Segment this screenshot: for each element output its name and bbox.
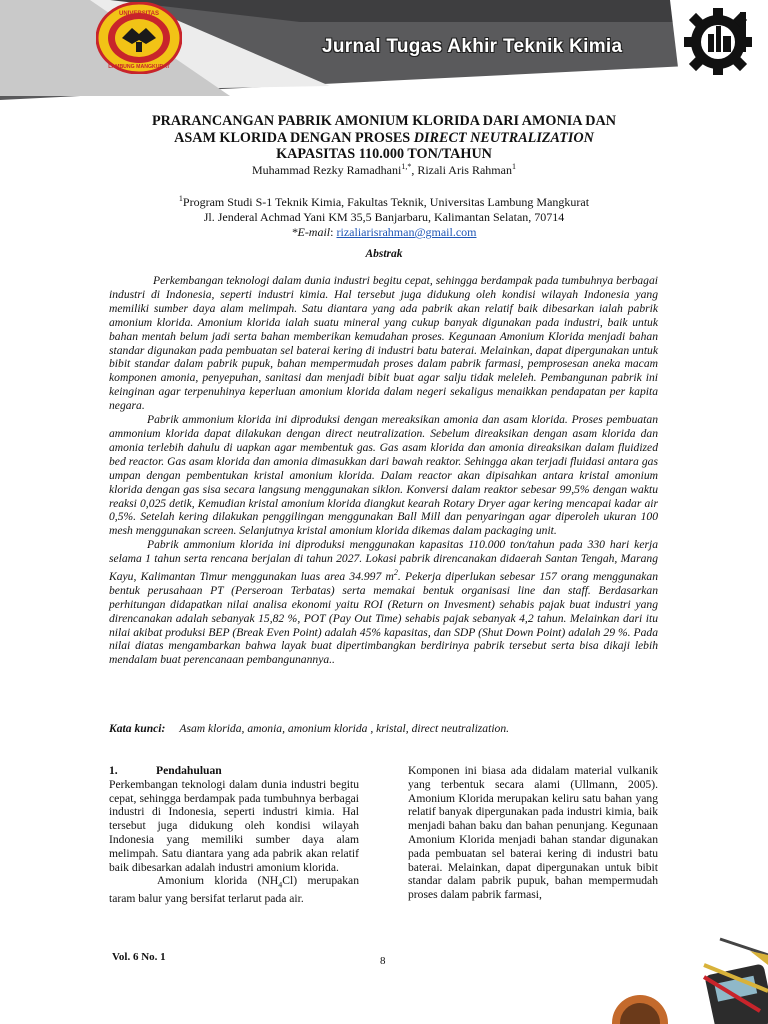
author-2-affil-mark: 1 <box>511 162 516 171</box>
affiliation <box>60 191 708 240</box>
abstract-p3-part-b: . Pekerja diperlukan sebesar 157 orang menggunakan bentuk perusahaan PT (Perseroan Terbatas) serta memakai bentuk organisasi line dan staff. Berdasarkan perhitungan didapatkan nilai analisa ekonomi yaitu ROI (Return on Invesment) sehabis pajak buat industri yang direncanakan adalah sebanyak 15,82 %, POT (Pay Out Time) sehabis pajak sebanyak 4,2 tahun. Melainkan dari itu nilai akibat produksi BEP (Break Even Point) adalah 45% kapasitas, dan SDP (Shut Down Point) adalah 29 %. Pada nilai diatas mengambarkan bahwa layak buat dipertimbangkan berdirinya pabrik tersebut serta bisa dikaji lebih mendalam buat perencanaan pembangunannya.. <box>109 569 658 667</box>
keywords-label: Kata kunci: <box>109 722 166 735</box>
abstract-heading: Abstrak <box>365 248 403 260</box>
title-line-3: KAPASITAS 110.000 TON/TAHUN <box>276 146 492 162</box>
body-column-left <box>109 764 359 906</box>
abstract-p3-part-a: Pabrik ammonium klorida ini diproduksi menggunakan kapasitas 110.000 ton/tahun pada 330 hari kerja selama 1 tahun serta rencana berjalan di tahun 2027. Lokasi pabrik direncanakan didaerah Santan Tengah, Marang Kayu, Kalimantan Timur menggunakan luas area 34.997 m <box>109 538 658 583</box>
abstract-paragraph-3 <box>109 538 658 667</box>
volume-label: Vol. 6 No. 1 <box>112 951 166 963</box>
email-colon: : <box>330 225 337 239</box>
abstract-paragraph-1: Perkembangan teknologi dalam dunia industri begitu cepat, sehingga berdampak pada tumbuhnya berbagai industri di Indonesia, seperti industri kimia. Hal tersebut juga didukung oleh kondisi wilayah Indonesia yang memiliki sumber daya alam melimpah. Satu diantara yang ada pabrik akan relatif baik dibesarkan ialah pabrik amonium klorida. Amonium klorida ialah suatu mineral yang cukup banyak digunakan pada industri, baik untuk bahan mentah belum jadi serta bahan memberikan kemudahan proses. Kegunaan Amonium Klorida menjadi bahan standar digunakan pada pembuatan sel baterai kering di industri batu baterai. Melainkan, dapat dipergunakan untuk bibit standar dalam pabrik pupuk, bahan mempermudah proses dalam pabrik farmasi, pemprosesan aneka macam komponen amonia, penyepuhan, sanitasi dan menjadi bibit buat agar salju tidak meleleh. Pembangunan pabrik ini keinginan agar terpenuhinya keperluan amonium klorida dalam negeri sekaligus menaikkan pendapatan per kapita negara. <box>109 274 658 413</box>
intro-paragraph-1: Perkembangan teknologi dalam dunia industri begitu cepat, sehingga berdampak pada tumbuhnya berbagai industri di Indonesia, seperti industri kimia. Hal tersebut juga didukung oleh kondisi wilayah Indonesia yang memiliki sumber daya alam melimpah. Satu diantara yang ada pabrik akan relatif baik dibesarkan adalah industri amonium klorida. <box>109 777 359 874</box>
body-column-right <box>408 764 658 902</box>
abstract-body <box>109 274 658 667</box>
page-number: 8 <box>380 955 386 967</box>
intro-paragraph-continued: Komponen ini biasa ada didalam material vulkanik yang terbentuk secara alami (Ullmann, 2005). Amonium Klorida merupakan keliru satu bahan yang relatif banyak dipergunakan pada industri kimia, baik menjadi bahan baku dan bahan penunjang. Kegunaan Amonium Klorida menjadi bahan standar digunakan pada pembuatan sel baterai kering di industri batu baterai. Melainkan, dapat dipergunakan untuk bibit standar dalam pabrik pupuk, bahan mempermudah proses dalam pabrik farmasi, <box>408 764 658 902</box>
keywords <box>109 722 509 735</box>
section-heading <box>109 764 359 778</box>
title-line-2 <box>60 130 708 147</box>
section-number: 1. <box>109 764 118 777</box>
stationery-decoration <box>600 925 768 1024</box>
svg-text:UNIVERSITAS: UNIVERSITAS <box>119 11 159 17</box>
journal-name: Jurnal Tugas Akhir Teknik Kimia <box>322 36 623 57</box>
svg-text:LAMBUNG MANGKURAT: LAMBUNG MANGKURAT <box>108 64 170 70</box>
affiliation-line-1 <box>60 191 708 210</box>
affiliation-institution: Program Studi S-1 Teknik Kimia, Fakultas Teknik, Universitas Lambung Mangkurat <box>182 195 590 209</box>
chemical-engineering-gear-logo <box>680 4 760 76</box>
author-1-affil-mark: 1,* <box>401 162 412 171</box>
author-2: , Rizali Aris Rahman <box>411 163 512 177</box>
affiliation-mark: 1 <box>178 194 183 203</box>
section-title: Pendahuluan <box>156 764 222 777</box>
affiliation-line-2: Jl. Jenderal Achmad Yani KM 35,5 Banjarbaru, Kalimantan Selatan, 70714 <box>203 210 565 224</box>
university-logo <box>96 2 182 74</box>
abstract-paragraph-2: Pabrik ammonium klorida ini diproduksi dengan mereaksikan amonia dan asam klorida. Proses pembuatan ammonium klorida dapat dilakukan dengan direct neutralization. Sebelum direaksikan dengan asam klorida dan amonia terlebih dahulu di uapkan agar membentuk gas. Gas asam klorida dan amonia direaksikan dalam fluidized bed reactor. Gas asam klorida dan amonia dimasukkan dari bawah reaktor. Sehingga akan terjadi fluidasi antara gas umpan dengan pembentukan kristal amonium klorida. Dalam reactor akan dipisahkan antara kristal amonium klorida dengan gas sisa secara langsung menggunakan siklon. Konversi dalam reaktor sebesar 99,5% dengan waktu reaksi 0,025 detik, Kemudian kristal amonium klorida diangkut kearah Rotary Dryer agar kering mencapai kadar air 0,5%. Setelah kering dilakukan penggilingan menggunakan Ball Mill dan penyaringan agar diperoleh ukuran 100 mesh menggunakan screen. Selanjutnya kristal amonium klorida dikemas dalam packaging unit. <box>109 413 658 538</box>
author-1: Muhammad Rezky Ramadhani <box>252 163 402 177</box>
title-line-1: PRARANCANGAN PABRIK AMONIUM KLORIDA DARI AMONIA DAN <box>152 113 616 129</box>
intro-paragraph-2 <box>109 874 359 906</box>
intro-p2-part-a: Amonium klorida (NH <box>157 874 279 888</box>
email-label: *E-mail <box>291 225 331 239</box>
email-line <box>60 225 708 240</box>
keywords-text: Asam klorida, amonia, amonium klorida , kristal, direct neutralization. <box>179 722 510 735</box>
formula-subscript: 4 <box>278 880 283 890</box>
title-line-2-italic: DIRECT NEUTRALIZATION <box>413 129 594 146</box>
intro-p2-part-b: Cl) merupakan taram balur yang bersifat terlarut pada air. <box>109 874 360 906</box>
author-list <box>60 162 708 178</box>
area-unit-superscript: 2 <box>393 568 398 578</box>
paper-title <box>60 113 708 163</box>
email-link[interactable]: rizaliarisrahman@gmail.com <box>336 225 477 239</box>
title-line-2-plain: ASAM KLORIDA DENGAN PROSES <box>174 129 414 146</box>
